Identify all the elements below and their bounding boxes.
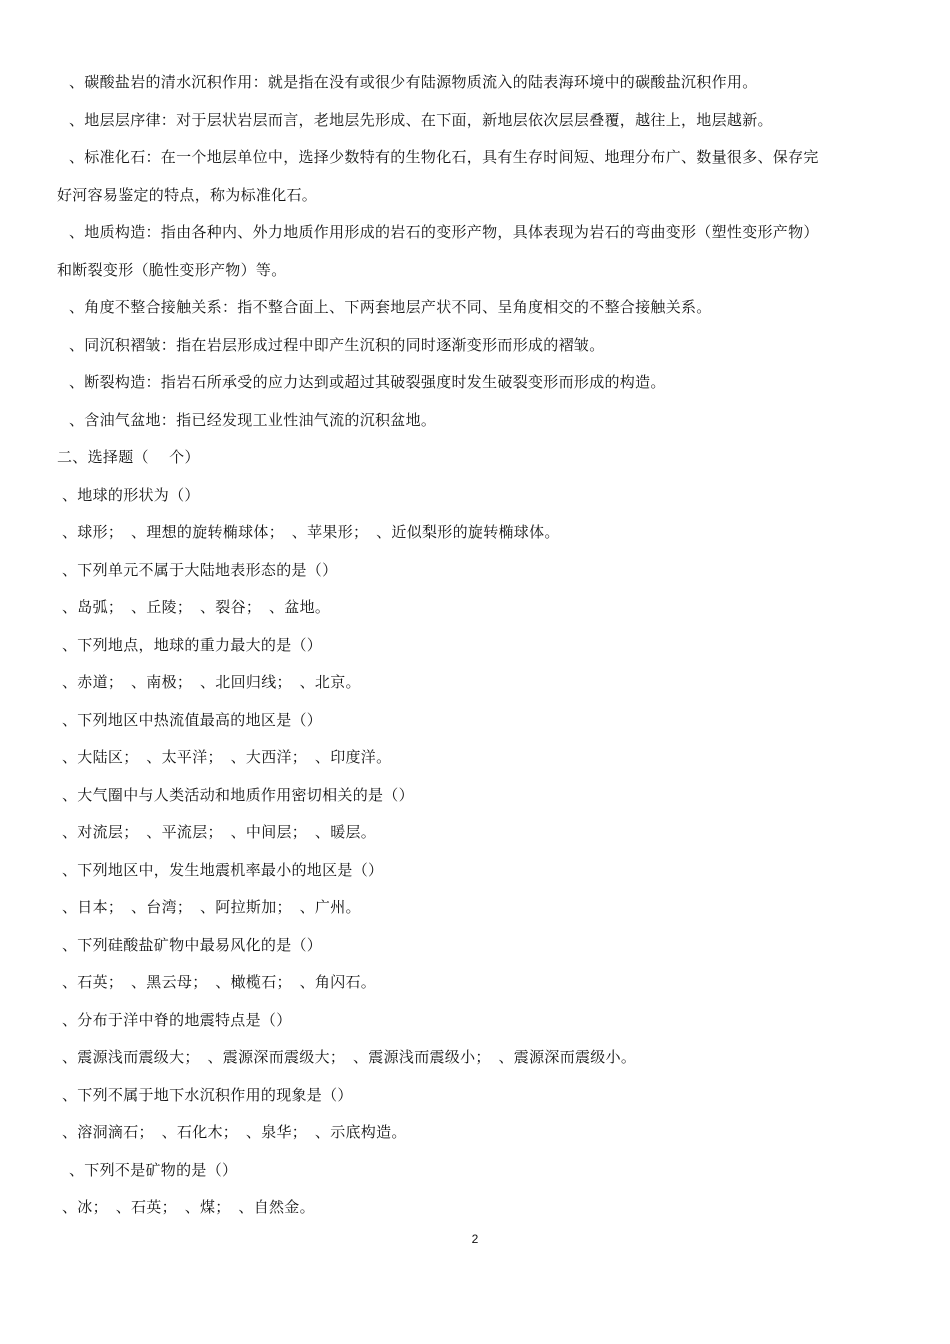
question-options: 、溶洞滴石； 、石化木； 、泉华； 、示底构造。 [62,1123,407,1141]
question-options: 、球形； 、理想的旋转椭球体； 、苹果形； 、近似梨形的旋转椭球体。 [62,523,560,541]
page-number: 2 [471,1232,479,1246]
question-options: 、大陆区； 、太平洋； 、大西洋； 、印度洋。 [62,748,392,766]
definition-line-continued: 好河容易鉴定的特点，称为标准化石。 [57,185,318,204]
definition-line-continued: 和断裂变形（脆性变形产物）等。 [57,260,287,279]
question-text: 、下列地区中热流值最高的地区是（） [62,710,323,729]
question-text: 、分布于洋中脊的地震特点是（） [62,1010,292,1029]
question-text: 、下列地区中，发生地震机率最小的地区是（） [62,860,384,879]
question-options: 、震源浅而震级大； 、震源深而震级大； 、震源浅而震级小； 、震源深而震级小。 [62,1048,637,1066]
definition-line: 、同沉积褶皱：指在岩层形成过程中即产生沉积的同时逐渐变形而形成的褶皱。 [69,335,605,354]
definition-line: 、标准化石：在一个地层单位中，选择少数特有的生物化石，具有生存时间短、地理分布广、数量很多、保存完 [69,148,819,166]
question-options: 、岛弧； 、丘陵； 、裂谷； 、盆地。 [62,598,331,616]
definition-line: 、角度不整合接触关系：指不整合面上、下两套地层产状不同、呈角度相交的不整合接触关系。 [69,298,712,316]
question-text: 、下列地点，地球的重力最大的是（） [62,635,323,654]
section-heading: 二、选择题（ 个） [57,448,200,466]
question-options: 、赤道； 、南极； 、北回归线； 、北京。 [62,673,361,691]
question-options: 、日本； 、台湾； 、阿拉斯加； 、广州。 [62,898,361,916]
question-text: 、下列单元不属于大陆地表形态的是（） [62,560,338,579]
definition-line: 、含油气盆地：指已经发现工业性油气流的沉积盆地。 [69,410,437,429]
question-text: 、下列硅酸盐矿物中最易风化的是（） [62,935,323,954]
question-text: 、大气圈中与人类活动和地质作用密切相关的是（） [62,785,414,804]
question-text: 、地球的形状为（） [62,485,200,504]
question-options: 、冰； 、石英； 、煤； 、自然金。 [62,1198,315,1216]
question-options: 、对流层； 、平流层； 、中间层； 、暖层。 [62,823,377,841]
question-options: 、石英； 、黑云母； 、橄榄石； 、角闪石。 [62,973,377,991]
question-text: 、下列不属于地下水沉积作用的现象是（） [62,1085,353,1104]
definition-line: 、断裂构造：指岩石所承受的应力达到或超过其破裂强度时发生破裂变形而形成的构造。 [69,373,666,391]
page-content [57,64,897,1227]
question-text: 、下列不是矿物的是（） [69,1160,238,1179]
definition-line: 、地层层序律：对于层状岩层而言，老地层先形成、在下面，新地层依次层层叠覆，越往上，地层越新。 [69,110,773,129]
definition-line: 、碳酸盐岩的清水沉积作用：就是指在没有或很少有陆源物质流入的陆表海环境中的碳酸盐沉积作用。 [69,73,758,91]
definition-line: 、地质构造：指由各种内、外力地质作用形成的岩石的变形产物，具体表现为岩石的弯曲变形（塑性变形产物） [69,223,819,241]
